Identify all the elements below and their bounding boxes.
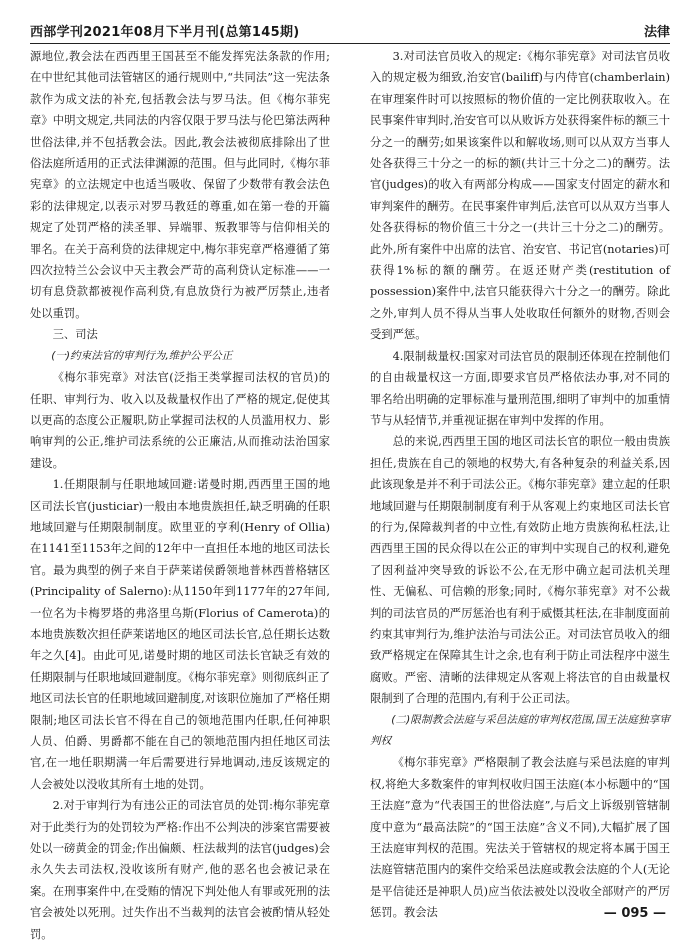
section-heading: 三、司法 (52, 328, 98, 342)
body-paragraph: 源地位,教会法在西西里王国甚至不能发挥宪法条款的作用;在中世纪其他司法管辖区的通行规则中,“共同法”这一宪法条款作为成文法的补充,包括教会法与罗马法。但《梅尔菲宪章》中明文规定,共同法的内容仅限于罗马法与伦巴第法两种世俗法律,并不包括教会法。因此,教会法被彻底排除出了世俗法庭所适用的正式法律渊源的范围。但与此同时,《梅尔菲宪章》的立法规定中也适当吸收、保留了少数带有教会法色彩的法律规定,以表示对罗马教廷的尊重,如在第一卷的开篇规定了处罚严格的渎圣罪、异端罪、叛教罪等与信仰相关的罪名。在关于高利贷的法律规定中,梅尔菲宪章严格遵循了第四次拉特兰公会议中天主教会严苛的高利贷认定标准——一切有息贷款都被视作高利贷,有息放贷行为被严厉禁止,违者处以重罚。 (30, 50, 330, 320)
running-header (30, 18, 670, 44)
body-paragraph: 总的来说,西西里王国的地区司法长官的职位一般由贵族担任,贵族在自己的领地的权势大,有各种复杂的利益关系,因此该现象是并不利于司法公正。《梅尔菲宪章》建立起的任职地域回避与任期限制制度有利于从客观上约束地区司法长官的行为,保障裁判者的中立性,有效防止地方贵族徇私枉法,让西西里王国的民众得以在公正的审判中实现自己的权利,避免了因利益冲突导致的诉讼不公,在无形中确立起司法机关理性、无偏私、可信赖的形象;同时,《梅尔菲宪章》对不公裁判的司法官员的严厉惩治也有利于威慑其枉法,在非制度面前约束其审判行为,维护法治与司法公正。对司法官员收入的细致严格规定在保障其生计之余,也有利于防止司法程序中滋生腐败。严密、清晰的法律规定从客观上将法官的自由裁量权限制到了合理的范围内,有利于公正司法。 (370, 435, 670, 706)
body-paragraph: 1.任期限制与任职地域回避:诺曼时期,西西里王国的地区司法长官(justiciar)一般由本地贵族担任,缺乏明确的任职地域回避与任期限制制度。欧里亚的亨利(Henry of Ollia)在1141至1153年之间的12年中一直担任本地的地区司法长官。最为典型的例子来自于萨莱诺侯爵领地普林西普格辖区(Principality of Salerno):从1150年到1177年的27年间,一位名为卡梅罗塔的弗洛里乌斯(Florius of Camerota)的本地贵族数次担任萨莱诺地区的地区司法长官,总任期长达数年之久[4]。由此可见,诺曼时期的地区司法长官缺乏有效的任期限制与任职地域回避制度。《梅尔菲宪章》则彻底纠正了地区司法长官的任职地域回避制度,对该职位施加了严格任期限制;地区司法长官不得在自己的领地范围内任职,任何神职人员、伯爵、男爵都不能在自己的领地范围内担任地区司法官,在一地任职期满一年后需要进行异地调动,违反该规定的人会被处以没收其所有土地的处罚。 (30, 478, 330, 791)
journal-title: 西部学刊2021年08月下半月刊(总第145期) (30, 25, 300, 40)
left-column (30, 46, 330, 945)
right-column (370, 46, 670, 924)
body-paragraph: 2.对于审判行为有违公正的司法官员的处罚:梅尔菲宪章对于此类行为的处罚较为严格:作出不公判决的涉案官需要被处以一磅黄金的罚金;作出偏颇、枉法裁判的法官(judges)会永久失去司法权,没收该所有财产,他的恶名也会被记录在案。在刑事案件中,在受贿的情况下判处他人有罪或死刑的法官会被处以死刑。过失作出不当裁判的法官会被酌情从轻处罚。 (30, 799, 330, 941)
page-number: — 095 — (603, 906, 666, 921)
subsection-heading: (一)约束法官的审判行为,维护公平公正 (51, 349, 233, 362)
body-paragraph: 《梅尔菲宪章》严格限制了教会法庭与采邑法庭的审判权,将绝大多数案件的审判权收归国王法庭(本小标题中的“国王法庭”意为“代表国王的世俗法庭”,与后文上诉级别管辖制度中意为“最高法院”的“国王法庭”含义不同),大幅扩展了国王法庭审判权的范围。宪法关于管辖权的规定将本属于国王法庭管辖范围内的案件交给采邑法庭或教会法庭的个人(无论是平信徒还是神职人员)应当依法被处以没收全部财产的严厉惩罚。教会法 (370, 756, 670, 920)
subsection-heading: (二)限制教会法庭与采邑法庭的审判权范围,国王法庭独享审判权 (370, 713, 670, 747)
body-paragraph: 《梅尔菲宪章》对法官(泛指王类掌握司法权的官员)的任职、审判行为、收入以及裁量权作出了严格的规定,促使其以更高的态度公正履职,防止掌握司法权的人员滥用权力、影响审判的公正,维护司法系统的公正廉洁,从而推动法治国家建设。 (30, 371, 330, 470)
section-label: 法律 (643, 25, 670, 40)
body-paragraph: 3.对司法官员收入的规定:《梅尔菲宪章》对司法官员收入的规定极为细致,治安官(bailiff)与内侍官(chamberlain)在审理案件时可以按照标的物价值的一定比例获取收入。在民事案件审判时,治安官可以从败诉方处获得案件标的额三十分之一的酬劳;如果该案件以和解收场,则可以从双方当事人处各获得三十分之一的标的额(共计三十分之二)的酬劳。法官(judges)的收入有两部分构成——国家支付固定的薪水和审判案件的酬劳。在民事案件审判后,法官可以从双方当事人处各获得标的物价值三十分之一(共计三十分之二)的酬劳。此外,所有案件中出席的法官、治安官、书记官(notaries)可获得1%标的额的酬劳。在返还财产类(restitution of possession)案件中,法官只能获得六十分之一的酬劳。除此之外,审判人员不得从当事人处收取任何额外的财物,否则会受到严惩。 (370, 50, 670, 342)
body-paragraph: 4.限制裁量权:国家对司法官员的限制还体现在控制他们的自由裁量权这一方面,即要求官员严格依法办事,对不同的罪名给出明确的定罪标准与量刑范围,细明了审判中的加重情节与从轻情节,并重视证据在审判中发挥的作用。 (370, 349, 670, 427)
